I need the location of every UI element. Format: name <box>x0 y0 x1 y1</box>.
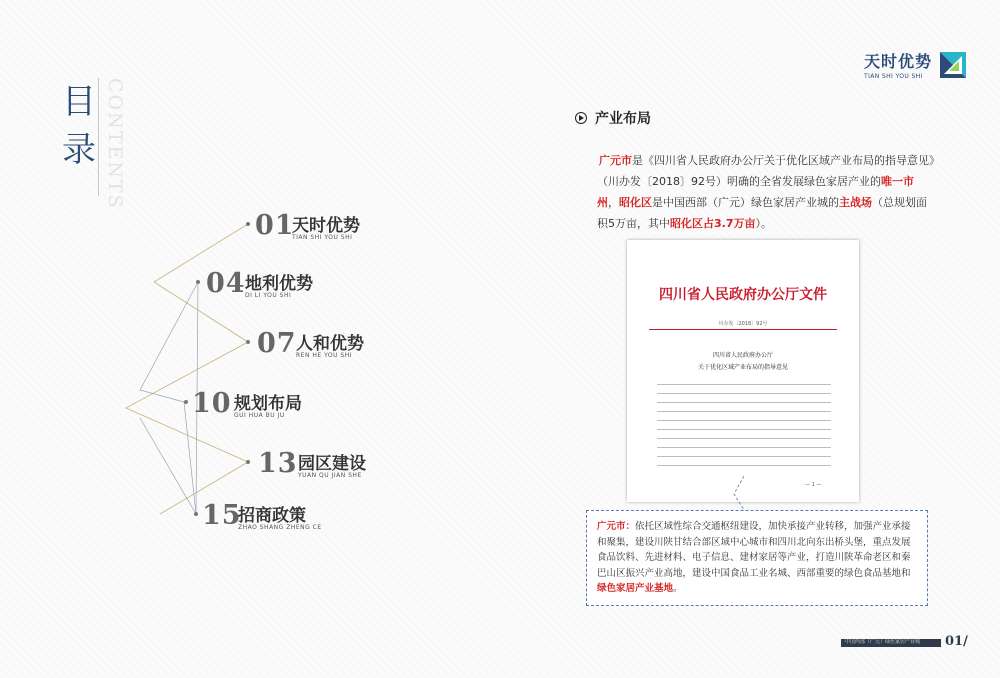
toc-item-title: 天时优势 <box>292 216 360 236</box>
section-heading: 产业布局 <box>575 108 651 128</box>
document-page-number: — 1 — <box>805 482 822 488</box>
toc-title-char: 目 <box>62 82 96 122</box>
toc-item-pinyin: DI LI YOU SHI <box>245 292 292 299</box>
toc-item-number: 10 <box>192 388 232 419</box>
toc-item-pinyin: TIAN SHI YOU SHI <box>292 234 353 241</box>
toc-item-title: 规划布局 <box>234 394 302 414</box>
document-masthead: 四川省人民政府办公厅文件 <box>659 287 827 303</box>
toc-item-pinyin: ZHAO SHANG ZHENG CE <box>238 524 322 531</box>
page-number: 01/ <box>945 634 968 649</box>
callout-box <box>586 510 928 606</box>
toc-item-title: 招商政策 <box>238 506 306 526</box>
toc-item-number: 07 <box>257 328 297 359</box>
toc-item-title: 园区建设 <box>298 454 366 474</box>
toc-item-title: 地利优势 <box>245 274 313 294</box>
toc-title-char: 录 <box>62 130 96 170</box>
toc-item-number: 01 <box>255 210 295 241</box>
footer-bar-text: 中国西部（广元）绿色家居产业城 <box>845 639 921 645</box>
brand-name: 天时优势 <box>864 52 933 71</box>
page-footer <box>841 636 971 650</box>
document-subheading: 关于优化区域产业布局的指导意见 <box>697 364 788 371</box>
toc-item-pinyin: REN HE YOU SHI <box>296 352 353 359</box>
brand-pinyin: TIAN SHI YOU SHI <box>864 73 923 80</box>
document-number: 川办发〔2018〕92号 <box>718 321 768 327</box>
intro-paragraph: 广元市是《四川省人民政府办公厅关于优化区域产业布局的指导意见》（川办发〔2018〕92号）明确的全省发展绿色家居产业的唯一市州，昭化区是中国西部（广元）绿色家居产业城的主战场（总规划面积5万亩，其中昭化区占3.7万亩）。 <box>597 154 935 230</box>
toc-item-pinyin: YUAN QU JIAN SHE <box>298 472 362 479</box>
document-heading: 四川省人民政府办公厅 <box>712 352 773 359</box>
toc-item-title: 人和优势 <box>296 334 364 354</box>
toc-subtitle: CONTENTS <box>104 78 126 210</box>
toc-item-number: 15 <box>202 500 242 531</box>
toc-item-number: 13 <box>258 448 298 479</box>
toc-item-number: 04 <box>206 268 246 299</box>
toc-item-pinyin: GUI HUA BU JU <box>234 412 285 419</box>
callout-text: 广元市：依托区域性综合交通枢纽建设，加快承接产业转移，加强产业承接和聚集，建设川陕甘结合部区域中心城市和四川北向东出桥头堡，重点发展食品饮料、先进材料、电子信息、建材家居等产业，打造川陕革命老区和秦巴山区振兴产业高地，建设中国食品工业名城、西部重要的绿色食品基地和绿色家居产业基地。 <box>597 521 911 594</box>
